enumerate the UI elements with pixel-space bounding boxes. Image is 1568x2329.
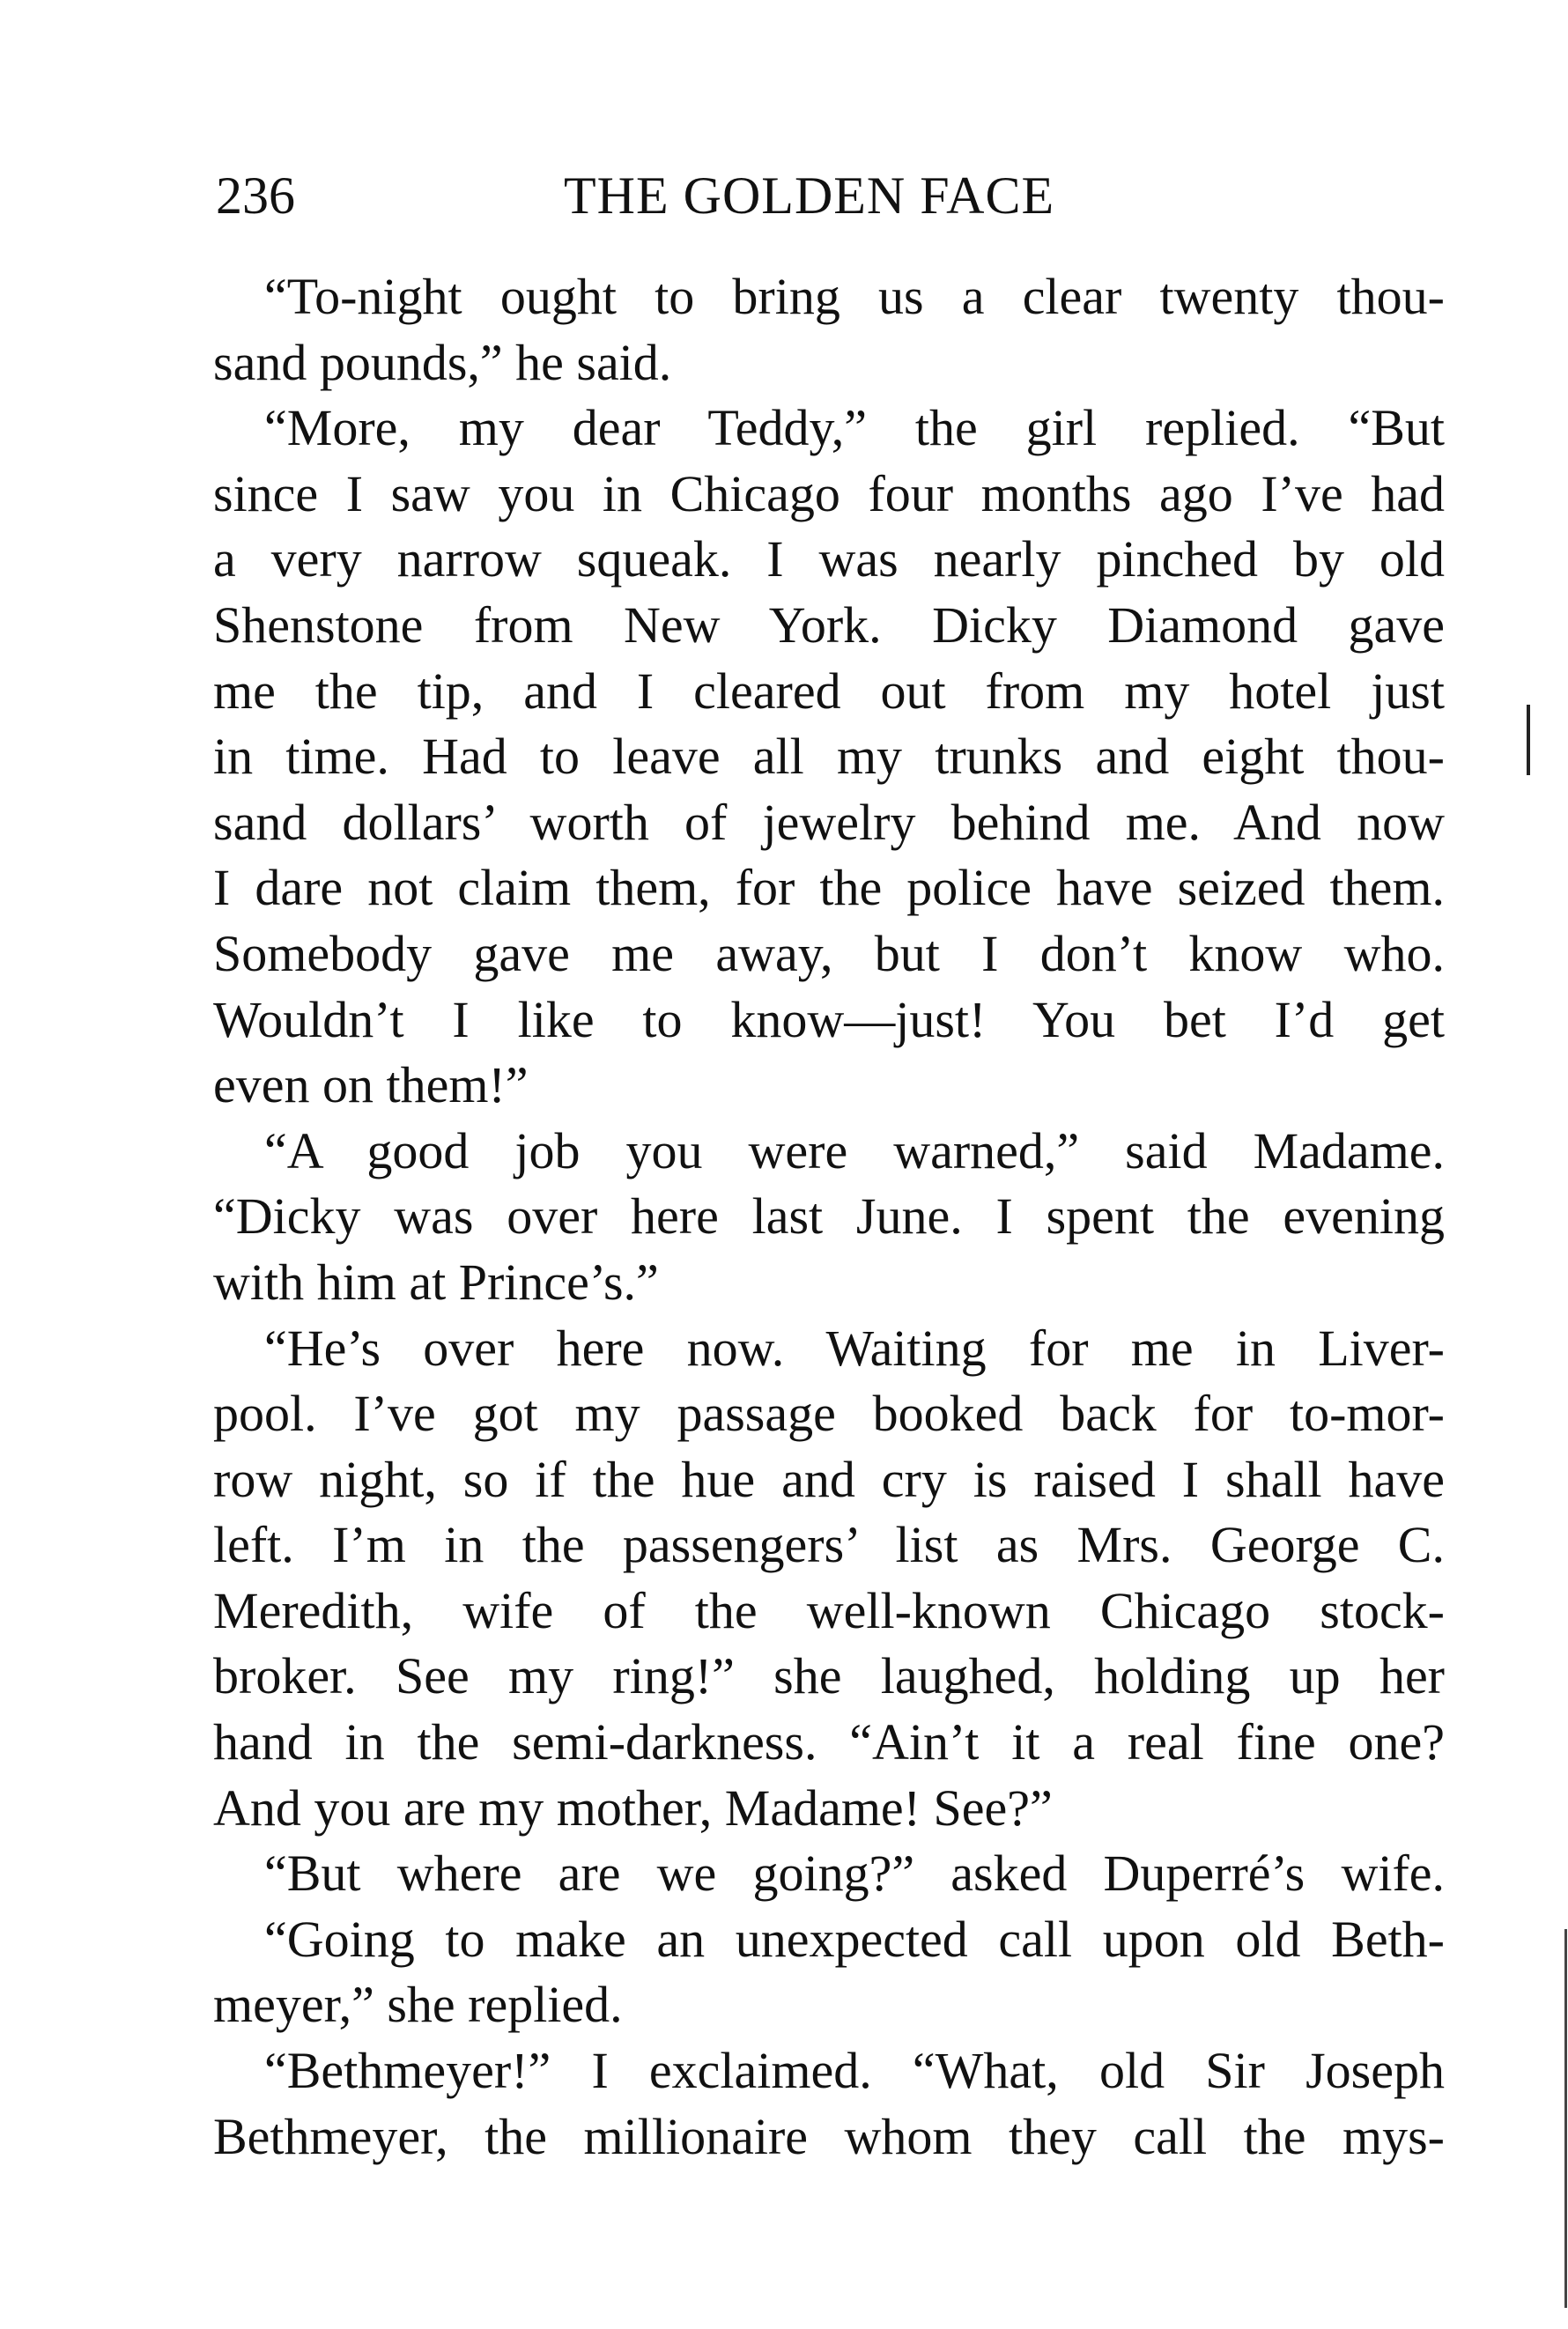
text-line: even on them!” <box>213 1056 529 1114</box>
text-line: meyer,” she replied. <box>213 1976 623 2034</box>
running-head <box>216 160 1445 231</box>
text-line: sand dollars’ worth of jewelry behind me. And now <box>213 793 1445 851</box>
text-line: “Dicky was over here last June. I spent the evening <box>213 1187 1445 1246</box>
text-line: in time. Had to leave all my trunks and eight thou- <box>213 728 1445 786</box>
text-line: broker. See my ring!” she laughed, holding up her <box>213 1647 1445 1705</box>
body-text <box>213 264 1445 2170</box>
text-line: “A good job you were warned,” said Madame. <box>264 1121 1445 1179</box>
text-line: with him at Prince’s.” <box>213 1253 659 1311</box>
text-line: sand pounds,” he said. <box>213 333 672 391</box>
text-line: row night, so if the hue and cry is raised I shall have <box>213 1450 1445 1508</box>
book-title: THE GOLDEN FACE <box>564 166 1055 225</box>
text-line: “But where are we going?” asked Duperré’s wife. <box>264 1845 1445 1903</box>
text-line: “Going to make an unexpected call upon old Beth- <box>264 1910 1445 1968</box>
text-line: And you are my mother, Madame! See?” <box>213 1778 1053 1837</box>
text-line: since I saw you in Chicago four months ago I’ve had <box>213 464 1445 522</box>
text-line: “To-night ought to bring us a clear twenty thou- <box>264 268 1445 325</box>
text-line: hand in the semi-darkness. “Ain’t it a real fine one? <box>213 1713 1445 1771</box>
text-line: me the tip, and I cleared out from my hotel just <box>213 662 1445 720</box>
text-line: I dare not claim them, for the police have seized them. <box>213 859 1445 917</box>
text-line: “He’s over here now. Waiting for me in Liver- <box>264 1319 1445 1377</box>
text-line: “Bethmeyer!” I exclaimed. “What, old Sir Joseph <box>264 2042 1445 2100</box>
text-line: Somebody gave me away, but I don’t know who. <box>213 924 1445 982</box>
page-number: 236 <box>216 166 295 225</box>
scan-edge-mark <box>1564 1929 1567 2308</box>
text-line: Bethmeyer, the millionaire whom they call the mys- <box>213 2107 1445 2165</box>
text-line: a very narrow squeak. I was nearly pinched by old <box>213 530 1445 588</box>
text-line: “More, my dear Teddy,” the girl replied. “But <box>264 399 1445 457</box>
text-line: Shenstone from New York. Dicky Diamond gave <box>213 595 1445 654</box>
text-line: pool. I’ve got my passage booked back for to-mor- <box>213 1385 1445 1443</box>
text-line: Wouldn’t I like to know—just! You bet I’d get <box>213 990 1445 1048</box>
text-line: left. I’m in the passengers’ list as Mrs. George C. <box>213 1516 1445 1574</box>
text-line: Meredith, wife of the well-known Chicago stock- <box>213 1581 1445 1639</box>
scan-edge-mark <box>1527 705 1530 775</box>
